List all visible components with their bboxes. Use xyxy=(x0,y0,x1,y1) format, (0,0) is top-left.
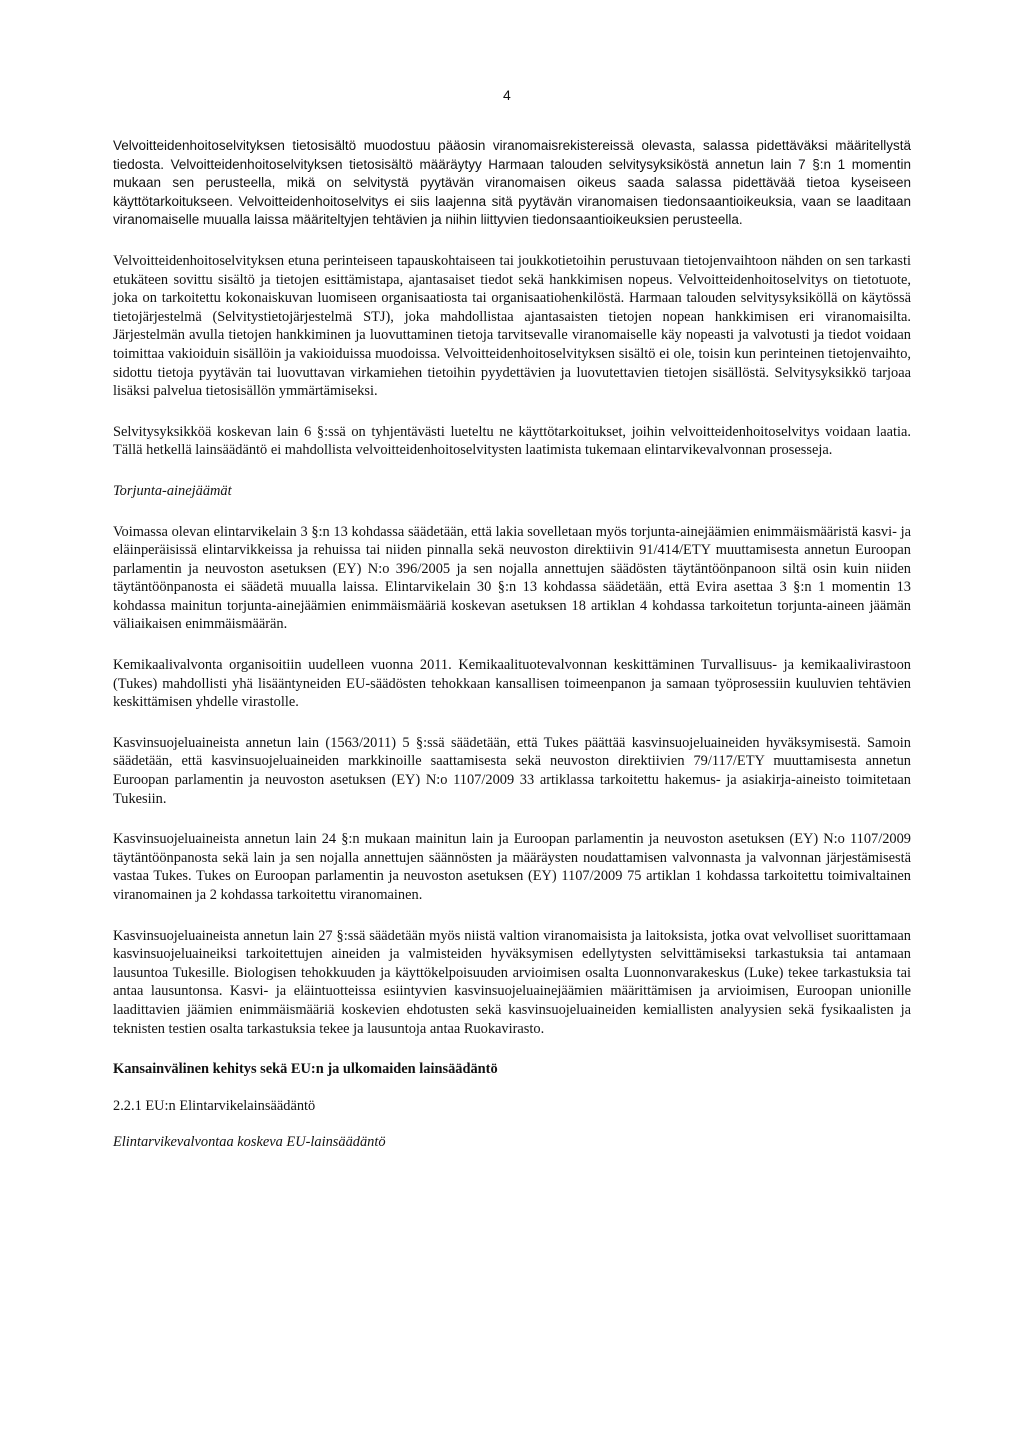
paragraph-selvitysyksikko-laki: Selvitysyksikköä koskevan lain 6 §:ssä on tyhjentävästi lueteltu ne käyttötarkoitukset, joihin velvoitteidenhoitoselvitys voidaan laatia. Tällä hetkellä lainsäädäntö ei mahdollista velvoitteidenhoitoselvitysten laatimista tukemaan elintarvikevalvonnan prosesseja. xyxy=(113,423,911,459)
paragraph-kasvinsuojeluaineet-5: Kasvinsuojeluaineista annetun lain (1563/2011) 5 §:ssä säädetään, että Tukes päättää kasvinsuojeluaineiden hyväksymisestä. Samoin säädetään, että kasvinsuojeluaineiden markkinoille saattamisesta sekä neuvoston direktiivien 79/117/ETY muuttamisesta annetun Euroopan parlamentin ja neuvoston asetuksen (EY) N:o 1107/2009 33 artiklassa tarkoitettu hakemus- ja asiakirja-aineisto toimitetaan Tukesiin. xyxy=(113,734,911,807)
section-heading-torjunta-ainejaamat: Torjunta-ainejäämät xyxy=(113,482,232,499)
paragraph-velvoitteidenhoitoselvitys-etuna: Velvoitteidenhoitoselvityksen etuna perinteiseen tapauskohtaiseen tai joukkotietoihin perustuvaan tietojenvaihtoon nähden on sen tarkasti etukäteen sovittu sisältö ja tietojen esittämistapa, ajantasaiset tiedot sekä hankkimisen nopeus. Velvoitteidenhoitoselvitys on tietotuote, joka on tarkoitettu kokonaiskuvan luomiseen organisaatiosta tai organisaatiohenkilöstä. Harmaan talouden selvitysyksiköllä on käytössä tietojärjestelmä (Selvitystietojärjestelmä STJ), joka mahdollistaa ajantasaisten tietojen nopean hankkimisen eri viranomaisilta. Järjestelmän avulla tietojen hankkiminen ja luovuttaminen tietoja tarvitsevalle viranomaiselle käy nopeasti ja valvotusti ja tiedot voidaan toimittaa vakioiduin sisällöin ja vakioiduissa muodoissa. Velvoitteidenhoitoselvityksen sisältö ei ole, toisin kun perinteinen tietojenvaihto, sidottu tietoja pyytävän tai luovuttavan virkamiehen tietoihin pyydettävien ja luovutettavien tietojen sisällöstä. Selvitysyksikkö tarjoaa lisäksi palvelua tietosisällön ymmärtämiseksi. xyxy=(113,252,911,400)
subheading-elintarvikevalvontaa-koskeva: Elintarvikevalvontaa koskeva EU-lainsäädäntö xyxy=(113,1134,386,1151)
paragraph-elintarvikelaki: Voimassa olevan elintarvikelain 3 §:n 13 kohdassa säädetään, että lakia sovelletaan myös torjunta-ainejäämien enimmäismääristä kasvi- ja eläinperäisissä elintarvikkeissa ja rehuissa tai niiden pinnalla sekä neuvoston direktiivin 91/414/ETY muuttamisesta annetun Euroopan parlamentin ja neuvoston asetuksen (EY) N:o 396/2005 ja sen nojalla annettujen säädösten täytäntöönpanoon siltä osin kuin niiden täytäntöönpanosta ei säädetä muualla laissa. Elintarvikelain 30 §:n 13 kohdassa säädetään, että Evira asettaa 3 §:n 1 momentin 13 kohdassa mainitun torjunta-ainejäämien enimmäismääriä koskevan asetuksen 18 artiklan 4 kohdassa tarkoitetun torjunta-aineen jäämän väliaikaisen enimmäismäärän. xyxy=(113,523,911,633)
document-body xyxy=(113,137,911,1152)
paragraph-kemikaalivalvonta: Kemikaalivalvonta organisoitiin uudelleen vuonna 2011. Kemikaalituotevalvonnan keskittäminen Turvallisuus- ja kemikaalivirastoon (Tukes) mahdollisti yhä lisääntyneiden EU-säädösten tehokkaan kansallisen toimeenpanon ja samaan työprosessiin kuuluvien tehtävien keskittämisen yhdelle virastolle. xyxy=(113,657,911,711)
paragraph-kasvinsuojeluaineet-27: Kasvinsuojeluaineista annetun lain 27 §:ssä säädetään myös niistä valtion viranomaisista ja laitoksista, jotka ovat velvolliset suorittamaan kasvinsuojeluaineiksi tarkoitettujen aineiden ja valmisteiden hyväksymisen edellytysten selvittämiseksi tarkastuksia tai antamaan lausuntoa Tukesille. Biologisen tehokkuuden ja käyttökelpoisuuden arvioimisen osalta Luonnonvarakeskus (Luke) tekee tarkastuksia tai antaa lausuntonsa. Kasvi- ja eläintuotteissa esiintyvien kasvinsuojeluainejäämien määrittämisen ja arvioimisen, Euroopan unionille laadittavien jäämien enimmäismääriä koskevien ehdotusten sekä kasvinsuojeluaineiden kemiallisten analyysien sekä fysikaalisten ja teknisten testien osalta tarkastuksia tekee ja lausuntoja antaa Ruokavirasto. xyxy=(113,927,911,1037)
paragraph-kasvinsuojeluaineet-24: Kasvinsuojeluaineista annetun lain 24 §:n mukaan mainitun lain ja Euroopan parlamentin ja neuvoston asetuksen (EY) N:o 1107/2009 täytäntöönpanosta sekä lain ja sen nojalla annettujen säännösten ja määräysten noudattamisen valvonnasta ja valvonnan järjestämisestä vastaa Tukes. Tukes on Euroopan parlamentin ja neuvoston asetuksen (EY) 1107/2009 75 artiklan 1 kohdassa tarkoitettu toimivaltainen viranomainen ja 2 kohdassa tarkoitettu viranomainen. xyxy=(113,831,911,903)
section-heading-kansainvalinen-kehitys: Kansainvälinen kehitys sekä EU:n ja ulkomaiden lainsäädäntö xyxy=(113,1061,498,1078)
page-number: 4 xyxy=(503,87,511,103)
subsection-heading-eu-elintarvikelainsaadanto: 2.2.1 EU:n Elintarvikelainsäädäntö xyxy=(113,1097,316,1114)
paragraph-velvoitteidenhoitoselvitys-tietosisalto: Velvoitteidenhoitoselvityksen tietosisältö muodostuu pääosin viranomaisrekistereissä olevasta, salassa pidettäväksi määritellystä tiedosta. Velvoitteidenhoitoselvityksen tietosisältö määräytyy Harmaan talouden selvitysyksiköstä annetun lain 7 §:n 1 momentin mukaan sen perusteella, mikä on selvitystä pyytävän viranomaisen oikeus saada salassa pidettävää tietoa kyseiseen käyttötarkoitukseen. Velvoitteidenhoitoselvitys ei siis laajenna sitä pyytävän viranomaisen tiedonsaantioikeuksia, vaan se laaditaan viranomaiselle muualla laissa määriteltyjen tehtävien ja niihin liittyvien tiedonsaantioikeuksien perusteella. xyxy=(113,138,911,228)
